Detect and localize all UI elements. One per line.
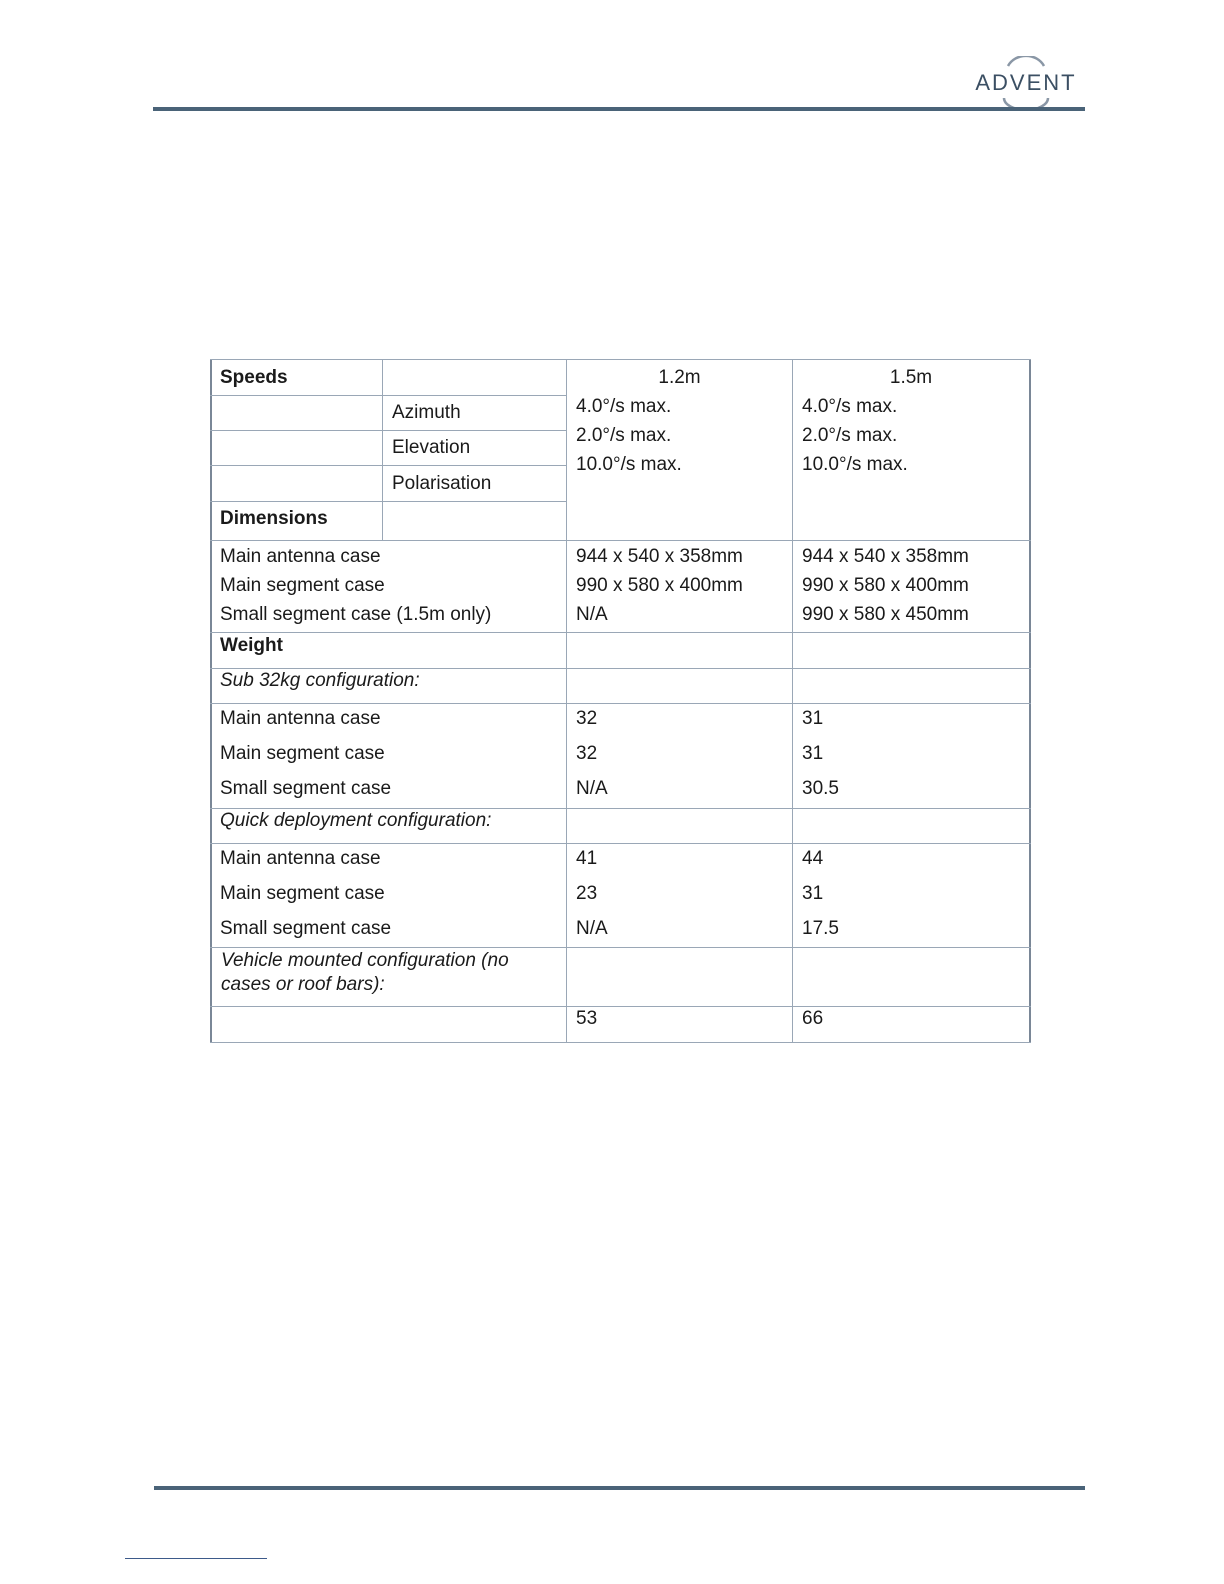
elevation-speed-1-2m: 2.0°/s max. bbox=[576, 425, 672, 446]
weight-value: 30.5 bbox=[802, 778, 839, 799]
vehicle-value-1-5m: 66 bbox=[802, 1008, 824, 1029]
polarisation-speed-1-5m: 10.0°/s max. bbox=[802, 454, 908, 475]
table-border-bottom bbox=[210, 1042, 1031, 1043]
weight-value: 31 bbox=[802, 883, 824, 904]
elevation-speed-1-5m: 2.0°/s max. bbox=[802, 425, 898, 446]
sub32-labels bbox=[211, 701, 566, 806]
sub32-values-1-5m bbox=[793, 701, 1029, 806]
quick-labels bbox=[211, 841, 566, 946]
sub32-values-1-2m bbox=[567, 701, 792, 806]
vehicle-value-1-2m: 53 bbox=[576, 1008, 598, 1029]
elevation-label: Elevation bbox=[392, 437, 471, 458]
weight-value: 23 bbox=[576, 883, 598, 904]
table-divider bbox=[210, 540, 1031, 541]
dimension-value: 990 x 580 x 400mm bbox=[802, 575, 969, 596]
azimuth-speed-1-5m: 4.0°/s max. bbox=[802, 396, 898, 417]
table-divider bbox=[210, 465, 566, 466]
dimensions-labels bbox=[211, 542, 566, 629]
weight-value: 17.5 bbox=[802, 918, 839, 939]
dimensions-heading: Dimensions bbox=[220, 508, 328, 529]
logo-text: ADVENT bbox=[975, 70, 1077, 95]
table-divider bbox=[210, 947, 1031, 948]
weight-value: 32 bbox=[576, 708, 598, 729]
weight-label: Small segment case bbox=[220, 778, 392, 799]
azimuth-speed-1-2m: 4.0°/s max. bbox=[576, 396, 672, 417]
dimension-value: 990 x 580 x 400mm bbox=[576, 575, 743, 596]
weight-value: 31 bbox=[802, 708, 824, 729]
dimension-label: Small segment case (1.5m only) bbox=[220, 604, 492, 625]
column-header-1-5m: 1.5m bbox=[889, 367, 933, 388]
weight-label: Main antenna case bbox=[220, 708, 381, 729]
dimension-value: 944 x 540 x 358mm bbox=[802, 546, 969, 567]
weight-value: 41 bbox=[576, 848, 598, 869]
dimensions-values-1-5m bbox=[793, 542, 1029, 629]
vehicle-config-title bbox=[212, 949, 566, 997]
quick-config-title: Quick deployment configuration: bbox=[220, 810, 492, 831]
sub32-config-title: Sub 32kg configuration: bbox=[220, 670, 420, 691]
vehicle-config-title-line: cases or roof bars): bbox=[221, 974, 385, 995]
footnote-separator bbox=[125, 1558, 267, 1559]
polarisation-label: Polarisation bbox=[392, 473, 492, 494]
table-divider bbox=[210, 501, 566, 502]
azimuth-label: Azimuth bbox=[392, 402, 461, 423]
dimension-value: N/A bbox=[576, 604, 608, 625]
advent-logo bbox=[974, 56, 1078, 110]
dimension-label: Main segment case bbox=[220, 575, 385, 596]
weight-value: N/A bbox=[576, 918, 608, 939]
vehicle-config-title-line: Vehicle mounted configuration (no bbox=[221, 950, 509, 971]
weight-label: Main segment case bbox=[220, 743, 385, 764]
weight-label: Main antenna case bbox=[220, 848, 381, 869]
footer-rule bbox=[154, 1486, 1085, 1490]
dimension-value: 990 x 580 x 450mm bbox=[802, 604, 969, 625]
table-divider bbox=[210, 395, 566, 396]
weight-value: N/A bbox=[576, 778, 608, 799]
weight-heading: Weight bbox=[220, 635, 283, 656]
quick-values-1-2m bbox=[567, 841, 792, 946]
quick-values-1-5m bbox=[793, 841, 1029, 946]
weight-label: Small segment case bbox=[220, 918, 392, 939]
weight-value: 31 bbox=[802, 743, 824, 764]
table-border-right bbox=[1029, 359, 1031, 1043]
header-rule bbox=[153, 107, 1085, 111]
table-border-top bbox=[210, 359, 1031, 360]
weight-value: 44 bbox=[802, 848, 824, 869]
dimension-value: 944 x 540 x 358mm bbox=[576, 546, 743, 567]
column-header-1-2m: 1.2m bbox=[658, 367, 701, 388]
speed-values-1-5m bbox=[793, 392, 1029, 479]
polarisation-speed-1-2m: 10.0°/s max. bbox=[576, 454, 682, 475]
weight-label: Main segment case bbox=[220, 883, 385, 904]
weight-value: 32 bbox=[576, 743, 598, 764]
dimensions-values-1-2m bbox=[567, 542, 792, 629]
table-divider bbox=[210, 430, 566, 431]
speed-values-1-2m bbox=[567, 392, 792, 479]
speeds-heading: Speeds bbox=[220, 367, 288, 388]
dimension-label: Main antenna case bbox=[220, 546, 381, 567]
